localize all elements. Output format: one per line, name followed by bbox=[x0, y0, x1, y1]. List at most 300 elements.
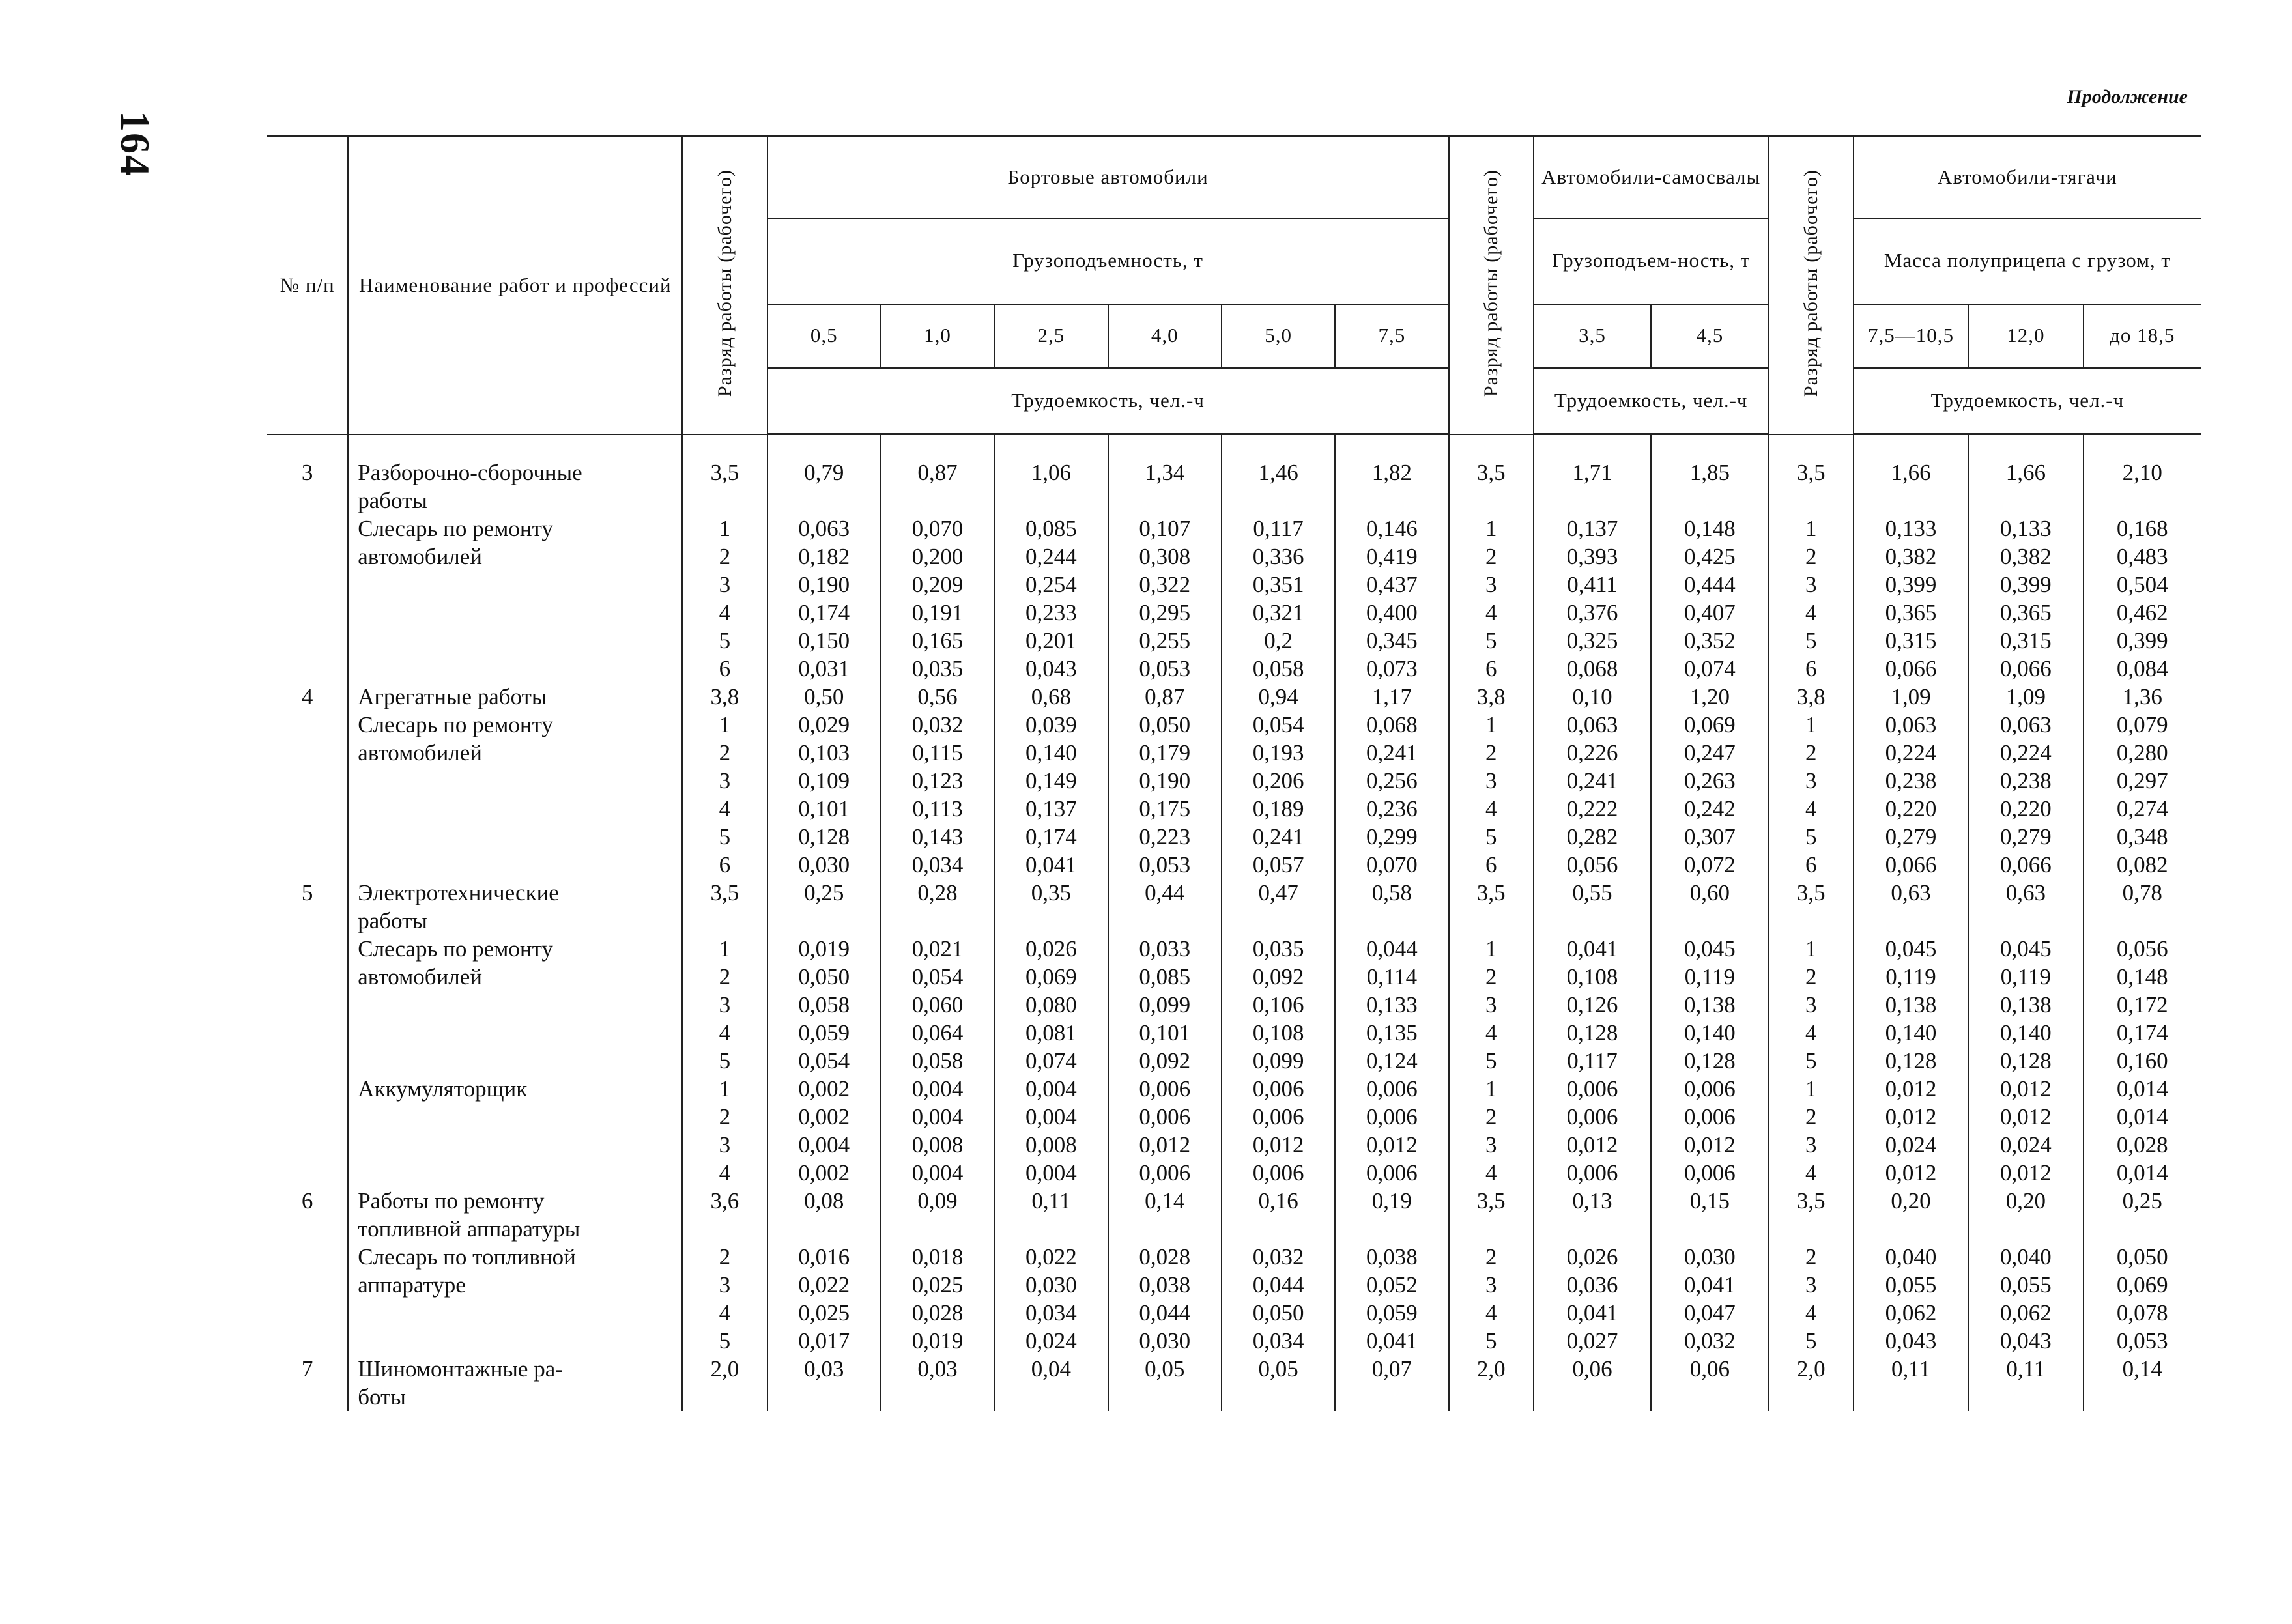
labor-value: 0,030 bbox=[1139, 1328, 1191, 1354]
labor-value: 0,345 bbox=[1366, 628, 1418, 653]
labor-table-wrapper bbox=[267, 135, 2201, 1411]
labor-value-cell bbox=[1534, 1355, 1651, 1411]
labor-value: 0,160 bbox=[2116, 1048, 2168, 1074]
header-dump-capacity: Грузоподъем-ность, т bbox=[1534, 218, 1769, 304]
labor-value: 0,241 bbox=[1366, 740, 1418, 765]
table-header bbox=[267, 136, 2201, 434]
labor-value: 0,041 bbox=[1684, 1272, 1736, 1298]
labor-value-cell bbox=[1108, 1355, 1222, 1411]
labor-value-cell bbox=[1335, 1355, 1448, 1411]
labor-value: 0,254 bbox=[1025, 572, 1077, 597]
header-capacity-value: 7,5 bbox=[1335, 304, 1448, 368]
rank-value: 1 bbox=[719, 515, 731, 541]
labor-value: 0,006 bbox=[1566, 1160, 1618, 1186]
labor-value: 0,030 bbox=[1025, 1272, 1077, 1298]
labor-value: 0,004 bbox=[911, 1160, 964, 1186]
labor-value: 0,045 bbox=[1684, 936, 1736, 962]
rank-value: 2 bbox=[1485, 543, 1497, 569]
labor-value: 0,315 bbox=[1885, 628, 1937, 653]
work-name-line: Шиномонтажные ра- bbox=[358, 1356, 563, 1382]
labor-value: 0,113 bbox=[912, 796, 963, 821]
labor-value-cell bbox=[994, 434, 1108, 683]
rank-value: 4 bbox=[1805, 599, 1817, 625]
labor-value: 0,241 bbox=[1252, 824, 1304, 849]
labor-value: 0,029 bbox=[798, 712, 850, 737]
header-mass-value: 7,5—10,5 bbox=[1854, 304, 1968, 368]
labor-value: 0,012 bbox=[1366, 1132, 1418, 1158]
labor-value: 0,002 bbox=[798, 1076, 850, 1102]
labor-value: 0,220 bbox=[1999, 796, 2052, 821]
labor-value: 0,336 bbox=[1252, 544, 1304, 569]
labor-value: 0,053 bbox=[1139, 852, 1191, 877]
labor-value: 0,050 bbox=[1252, 1300, 1304, 1326]
labor-value: 0,128 bbox=[1999, 1048, 2052, 1074]
labor-value: 0,044 bbox=[1366, 936, 1418, 962]
work-name-line bbox=[358, 1047, 672, 1075]
labor-value: 0,137 bbox=[1025, 796, 1077, 821]
labor-value: 0,069 bbox=[1025, 964, 1077, 990]
labor-value: 0,063 bbox=[1999, 712, 2052, 737]
labor-value bbox=[1971, 1383, 2080, 1411]
labor-value: 0,174 bbox=[1025, 824, 1077, 849]
rank-value: 2,0 bbox=[710, 1356, 739, 1382]
header-rank-3 bbox=[1769, 136, 1854, 434]
labor-value: 0,040 bbox=[1885, 1244, 1937, 1270]
labor-value: 0,092 bbox=[1252, 964, 1304, 990]
labor-value: 0,399 bbox=[1999, 572, 2052, 597]
labor-value: 1,66 bbox=[2005, 460, 2046, 485]
labor-value: 0,79 bbox=[804, 460, 844, 485]
rank-value bbox=[1452, 1215, 1530, 1243]
labor-value: 0,14 bbox=[2122, 1356, 2162, 1382]
labor-value: 0,407 bbox=[1684, 600, 1736, 625]
labor-value: 0,056 bbox=[1566, 852, 1618, 877]
rank-value bbox=[1452, 907, 1530, 935]
labor-value: 0,026 bbox=[1566, 1244, 1618, 1270]
labor-value-cell bbox=[767, 683, 881, 879]
labor-value: 0,016 bbox=[798, 1244, 850, 1270]
work-name-line bbox=[358, 1103, 672, 1131]
labor-value: 0,058 bbox=[798, 992, 850, 1018]
rank-value: 3,5 bbox=[1476, 1188, 1506, 1214]
labor-value: 0,056 bbox=[2116, 936, 2168, 962]
labor-value: 0,041 bbox=[1025, 852, 1077, 877]
labor-value: 0,004 bbox=[798, 1132, 850, 1158]
rank-cell bbox=[1769, 434, 1854, 683]
labor-value-cell bbox=[994, 1187, 1108, 1355]
labor-value: 0,066 bbox=[1999, 656, 2052, 681]
labor-value: 0,11 bbox=[1891, 1356, 1930, 1382]
labor-value: 0,004 bbox=[1025, 1104, 1077, 1130]
labor-value: 0,043 bbox=[1025, 656, 1077, 681]
labor-value-cell bbox=[994, 683, 1108, 879]
labor-value: 0,117 bbox=[1567, 1048, 1618, 1074]
labor-value: 0,382 bbox=[1885, 544, 1937, 569]
labor-value-cell bbox=[2084, 1355, 2201, 1411]
labor-value: 0,019 bbox=[911, 1328, 964, 1354]
labor-value bbox=[1111, 1215, 1218, 1243]
labor-value: 0,94 bbox=[1258, 684, 1298, 709]
rank-value: 5 bbox=[1485, 1328, 1497, 1354]
labor-value: 0,128 bbox=[1885, 1048, 1937, 1074]
labor-value: 0,11 bbox=[2006, 1356, 2046, 1382]
labor-value: 0,108 bbox=[1252, 1020, 1304, 1046]
rank-cell bbox=[682, 434, 767, 683]
labor-value: 0,175 bbox=[1139, 796, 1191, 821]
work-name-line bbox=[358, 991, 672, 1019]
labor-value bbox=[1338, 1383, 1445, 1411]
rank-value: 4 bbox=[719, 1160, 731, 1186]
labor-value: 0,399 bbox=[1885, 572, 1937, 597]
labor-value: 0,226 bbox=[1566, 740, 1618, 765]
work-name-line: Электротехнические bbox=[358, 880, 559, 905]
labor-value bbox=[997, 487, 1104, 515]
labor-value: 0,06 bbox=[1572, 1356, 1612, 1382]
labor-value-cell bbox=[881, 879, 994, 1187]
labor-value: 0,117 bbox=[1253, 516, 1304, 541]
labor-value: 0,50 bbox=[804, 684, 844, 709]
labor-value: 0,014 bbox=[2116, 1076, 2168, 1102]
labor-value-cell bbox=[1222, 434, 1335, 683]
labor-value: 2,10 bbox=[2122, 460, 2162, 485]
rank-value: 5 bbox=[719, 627, 731, 653]
labor-value: 0,149 bbox=[1025, 768, 1077, 793]
labor-value: 0,400 bbox=[1366, 600, 1418, 625]
labor-value: 0,072 bbox=[1684, 852, 1736, 877]
labor-value: 0,079 bbox=[2116, 712, 2168, 737]
rank-value: 4 bbox=[1485, 599, 1497, 625]
rank-value: 3 bbox=[1485, 571, 1497, 597]
labor-value: 0,085 bbox=[1025, 516, 1077, 541]
rank-value: 4 bbox=[1805, 1300, 1817, 1326]
rank-value: 2 bbox=[1805, 1244, 1817, 1270]
labor-value: 0,069 bbox=[1684, 712, 1736, 737]
labor-value: 0,063 bbox=[1566, 712, 1618, 737]
table-row bbox=[267, 1187, 2201, 1355]
rank-value: 4 bbox=[719, 796, 731, 821]
row-number-text: 3 bbox=[301, 459, 313, 485]
labor-value: 0,030 bbox=[1684, 1244, 1736, 1270]
labor-value bbox=[1654, 487, 1765, 515]
labor-value: 1,34 bbox=[1145, 460, 1185, 485]
work-name-line: Слесарь по ремонту bbox=[358, 936, 553, 962]
row-number-text: 6 bbox=[301, 1188, 313, 1214]
labor-value: 0,053 bbox=[2116, 1328, 2168, 1354]
labor-value bbox=[1857, 907, 1965, 935]
work-name-line bbox=[358, 1131, 672, 1159]
row-number bbox=[267, 434, 348, 683]
labor-value: 0,14 bbox=[1145, 1188, 1185, 1214]
header-capacity-value: 1,0 bbox=[881, 304, 994, 368]
labor-value: 0,140 bbox=[1025, 740, 1077, 765]
rank-value: 6 bbox=[1485, 852, 1497, 877]
rank-value: 3 bbox=[1805, 1272, 1817, 1298]
labor-value: 0,006 bbox=[1139, 1160, 1191, 1186]
rank-value bbox=[685, 1215, 764, 1243]
labor-value: 0,028 bbox=[1139, 1244, 1191, 1270]
rank-cell bbox=[682, 1187, 767, 1355]
labor-value: 0,099 bbox=[1139, 992, 1191, 1018]
labor-value: 1,09 bbox=[1891, 684, 1931, 709]
rank-value: 5 bbox=[1805, 627, 1817, 653]
labor-value: 0,138 bbox=[1885, 992, 1937, 1018]
labor-value: 0,035 bbox=[1252, 936, 1304, 962]
labor-value: 0,87 bbox=[1145, 684, 1185, 709]
labor-value: 0,092 bbox=[1139, 1048, 1191, 1074]
rank-value: 6 bbox=[719, 852, 731, 877]
rank-value: 3,5 bbox=[1476, 459, 1506, 485]
labor-value bbox=[1111, 907, 1218, 935]
labor-value-cell bbox=[1651, 1187, 1768, 1355]
work-name-line: автомобилей bbox=[358, 543, 483, 569]
labor-value-cell bbox=[1854, 434, 1968, 683]
labor-value: 0,299 bbox=[1366, 824, 1418, 849]
labor-value: 0,006 bbox=[1684, 1076, 1736, 1102]
labor-value: 0,47 bbox=[1258, 880, 1298, 905]
rank-value: 2 bbox=[1485, 740, 1497, 765]
labor-value: 0,115 bbox=[912, 740, 963, 765]
labor-value: 0,031 bbox=[798, 656, 850, 681]
labor-value: 0,20 bbox=[2005, 1188, 2046, 1214]
header-tractor-mass: Масса полуприцепа с грузом, т bbox=[1854, 218, 2201, 304]
rank-value: 5 bbox=[1485, 824, 1497, 849]
labor-value: 0,60 bbox=[1689, 880, 1730, 905]
labor-value: 0,044 bbox=[1139, 1300, 1191, 1326]
rank-value: 4 bbox=[1485, 796, 1497, 821]
labor-value: 0,07 bbox=[1371, 1356, 1412, 1382]
table-row bbox=[267, 434, 2201, 683]
rank-value: 1 bbox=[1805, 936, 1817, 962]
labor-value: 0,233 bbox=[1025, 600, 1077, 625]
labor-value: 0,068 bbox=[1566, 656, 1618, 681]
labor-value bbox=[1537, 907, 1648, 935]
labor-value: 0,026 bbox=[1025, 936, 1077, 962]
rank-cell bbox=[1769, 1187, 1854, 1355]
labor-value bbox=[1971, 1215, 2080, 1243]
labor-value: 0,419 bbox=[1366, 544, 1418, 569]
labor-value: 0,325 bbox=[1566, 628, 1618, 653]
labor-value: 0,012 bbox=[1999, 1104, 2052, 1130]
labor-value: 0,206 bbox=[1252, 768, 1304, 793]
labor-value: 0,054 bbox=[798, 1048, 850, 1074]
labor-value: 0,143 bbox=[911, 824, 964, 849]
header-name: Наименование работ и профессий bbox=[348, 136, 682, 434]
labor-value: 0,038 bbox=[1366, 1244, 1418, 1270]
rank-value: 1 bbox=[1485, 936, 1497, 962]
labor-value: 0,063 bbox=[798, 516, 850, 541]
labor-value bbox=[1225, 1383, 1332, 1411]
labor-value: 0,209 bbox=[911, 572, 964, 597]
labor-value: 0,047 bbox=[1684, 1300, 1736, 1326]
labor-value: 0,066 bbox=[1885, 852, 1937, 877]
header-rank-3-text: Разряд работы (рабочего) bbox=[1800, 169, 1822, 397]
labor-value: 0,222 bbox=[1566, 796, 1618, 821]
labor-value: 0,012 bbox=[1885, 1104, 1937, 1130]
labor-value: 0,064 bbox=[911, 1020, 964, 1046]
rank-value: 2,0 bbox=[1476, 1356, 1506, 1382]
labor-value bbox=[1857, 1215, 1965, 1243]
labor-value: 0,039 bbox=[1025, 712, 1077, 737]
rank-value: 1 bbox=[719, 712, 731, 737]
rank-value: 3 bbox=[719, 1132, 731, 1158]
rank-value: 1 bbox=[1805, 712, 1817, 737]
labor-value: 0,190 bbox=[1139, 768, 1191, 793]
labor-value: 0,280 bbox=[2116, 740, 2168, 765]
labor-value bbox=[1537, 487, 1648, 515]
labor-value: 0,019 bbox=[798, 936, 850, 962]
labor-value: 0,365 bbox=[1999, 600, 2052, 625]
work-name-line: Аккумуляторщик bbox=[358, 1076, 528, 1102]
rank-cell bbox=[682, 683, 767, 879]
labor-value-cell bbox=[1108, 683, 1222, 879]
rank-value bbox=[685, 1383, 764, 1411]
labor-value: 0,190 bbox=[798, 572, 850, 597]
labor-value bbox=[997, 1383, 1104, 1411]
labor-value: 0,241 bbox=[1566, 768, 1618, 793]
labor-value: 0,044 bbox=[1252, 1272, 1304, 1298]
labor-value: 0,128 bbox=[1684, 1048, 1736, 1074]
labor-value: 0,146 bbox=[1366, 516, 1418, 541]
labor-value: 0,376 bbox=[1566, 600, 1618, 625]
labor-value: 0,068 bbox=[1366, 712, 1418, 737]
labor-value: 0,050 bbox=[2116, 1244, 2168, 1270]
rank-value: 6 bbox=[1485, 655, 1497, 681]
labor-value: 0,053 bbox=[1139, 656, 1191, 681]
labor-value: 1,71 bbox=[1572, 460, 1612, 485]
labor-value bbox=[1971, 487, 2080, 515]
labor-value: 0,085 bbox=[1139, 964, 1191, 990]
row-number-text: 4 bbox=[301, 684, 313, 709]
rank-value: 2 bbox=[1805, 543, 1817, 569]
rank-cell bbox=[1449, 434, 1534, 683]
labor-value: 0,006 bbox=[1566, 1104, 1618, 1130]
labor-value bbox=[1111, 487, 1218, 515]
continuation-label: Продолжение bbox=[2067, 86, 2188, 107]
labor-value: 0,55 bbox=[1572, 880, 1612, 905]
labor-value: 0,107 bbox=[1139, 516, 1191, 541]
labor-value: 0,006 bbox=[1252, 1104, 1304, 1130]
labor-value: 0,035 bbox=[911, 656, 964, 681]
labor-value: 0,059 bbox=[798, 1020, 850, 1046]
rank-cell bbox=[1769, 683, 1854, 879]
header-capacity-value: 4,5 bbox=[1651, 304, 1768, 368]
labor-value bbox=[1857, 1383, 1965, 1411]
labor-value: 0,041 bbox=[1366, 1328, 1418, 1354]
labor-value: 0,297 bbox=[2116, 768, 2168, 793]
labor-value: 1,82 bbox=[1371, 460, 1412, 485]
labor-value: 0,038 bbox=[1139, 1272, 1191, 1298]
labor-value: 0,20 bbox=[1891, 1188, 1931, 1214]
labor-value bbox=[1971, 907, 2080, 935]
header-flatbed-labor: Трудоемкость, чел.-ч bbox=[767, 368, 1449, 434]
rank-value: 2 bbox=[1485, 1104, 1497, 1130]
labor-value: 0,148 bbox=[2116, 964, 2168, 990]
labor-value: 0,012 bbox=[1139, 1132, 1191, 1158]
rank-cell bbox=[1449, 879, 1534, 1187]
rank-value: 3,8 bbox=[1796, 684, 1826, 709]
labor-value: 0,308 bbox=[1139, 544, 1191, 569]
labor-value: 0,256 bbox=[1366, 768, 1418, 793]
rank-value: 2 bbox=[719, 543, 731, 569]
labor-value: 0,138 bbox=[1684, 992, 1736, 1018]
header-group-tractor: Автомобили-тягачи bbox=[1854, 136, 2201, 218]
rank-value: 4 bbox=[1485, 1300, 1497, 1326]
labor-value: 1,46 bbox=[1258, 460, 1298, 485]
page-number: 164 bbox=[112, 111, 158, 177]
labor-value: 0,006 bbox=[1252, 1160, 1304, 1186]
rank-value: 2 bbox=[1485, 1244, 1497, 1270]
rank-cell bbox=[1449, 683, 1534, 879]
labor-value: 0,045 bbox=[1999, 936, 2052, 962]
labor-value: 0,034 bbox=[1252, 1328, 1304, 1354]
labor-value: 0,462 bbox=[2116, 600, 2168, 625]
table-body bbox=[267, 434, 2201, 1412]
rank-cell bbox=[1449, 1187, 1534, 1355]
labor-value: 0,35 bbox=[1031, 880, 1072, 905]
work-name-line: Слесарь по ремонту bbox=[358, 712, 553, 737]
labor-value bbox=[771, 907, 878, 935]
labor-value: 0,138 bbox=[1999, 992, 2052, 1018]
labor-value: 0,182 bbox=[798, 544, 850, 569]
labor-value: 0,399 bbox=[2116, 628, 2168, 653]
labor-value: 0,365 bbox=[1885, 600, 1937, 625]
labor-value: 0,103 bbox=[798, 740, 850, 765]
labor-value: 1,36 bbox=[2122, 684, 2162, 709]
labor-value: 0,084 bbox=[2116, 656, 2168, 681]
labor-value bbox=[1654, 907, 1765, 935]
labor-value bbox=[771, 1383, 878, 1411]
labor-value bbox=[1537, 1215, 1648, 1243]
labor-value: 0,034 bbox=[1025, 1300, 1077, 1326]
labor-value: 1,85 bbox=[1689, 460, 1730, 485]
labor-value-cell bbox=[1534, 1187, 1651, 1355]
labor-value: 0,058 bbox=[1252, 656, 1304, 681]
rank-value: 3 bbox=[1485, 768, 1497, 793]
labor-value: 0,006 bbox=[1252, 1076, 1304, 1102]
labor-value: 0,114 bbox=[1366, 964, 1418, 990]
labor-value: 0,150 bbox=[798, 628, 850, 653]
labor-value: 0,224 bbox=[1999, 740, 2052, 765]
labor-value: 0,220 bbox=[1885, 796, 1937, 821]
rank-value: 2 bbox=[1805, 964, 1817, 990]
header-capacity-value: 3,5 bbox=[1534, 304, 1651, 368]
labor-value: 0,052 bbox=[1366, 1272, 1418, 1298]
labor-value: 0,238 bbox=[1999, 768, 2052, 793]
labor-value bbox=[997, 1215, 1104, 1243]
labor-value: 0,348 bbox=[2116, 824, 2168, 849]
rank-value bbox=[685, 487, 764, 515]
labor-value bbox=[2087, 1215, 2199, 1243]
rank-value: 4 bbox=[719, 599, 731, 625]
labor-value: 0,070 bbox=[1366, 852, 1418, 877]
rank-value bbox=[1772, 487, 1850, 515]
labor-value: 0,224 bbox=[1885, 740, 1937, 765]
labor-value: 0,2 bbox=[1264, 628, 1293, 653]
labor-value: 0,63 bbox=[2005, 880, 2046, 905]
labor-value: 0,315 bbox=[1999, 628, 2052, 653]
labor-value-cell bbox=[1854, 1187, 1968, 1355]
labor-value-cell bbox=[994, 1355, 1108, 1411]
labor-value: 0,014 bbox=[2116, 1160, 2168, 1186]
labor-value: 0,069 bbox=[2116, 1272, 2168, 1298]
labor-value: 0,063 bbox=[1885, 712, 1937, 737]
labor-value-cell bbox=[1222, 1355, 1335, 1411]
work-name-line: работы bbox=[358, 908, 427, 933]
labor-value: 0,307 bbox=[1684, 824, 1736, 849]
rank-value: 6 bbox=[719, 655, 731, 681]
labor-value: 0,025 bbox=[911, 1272, 964, 1298]
labor-value: 0,123 bbox=[911, 768, 964, 793]
